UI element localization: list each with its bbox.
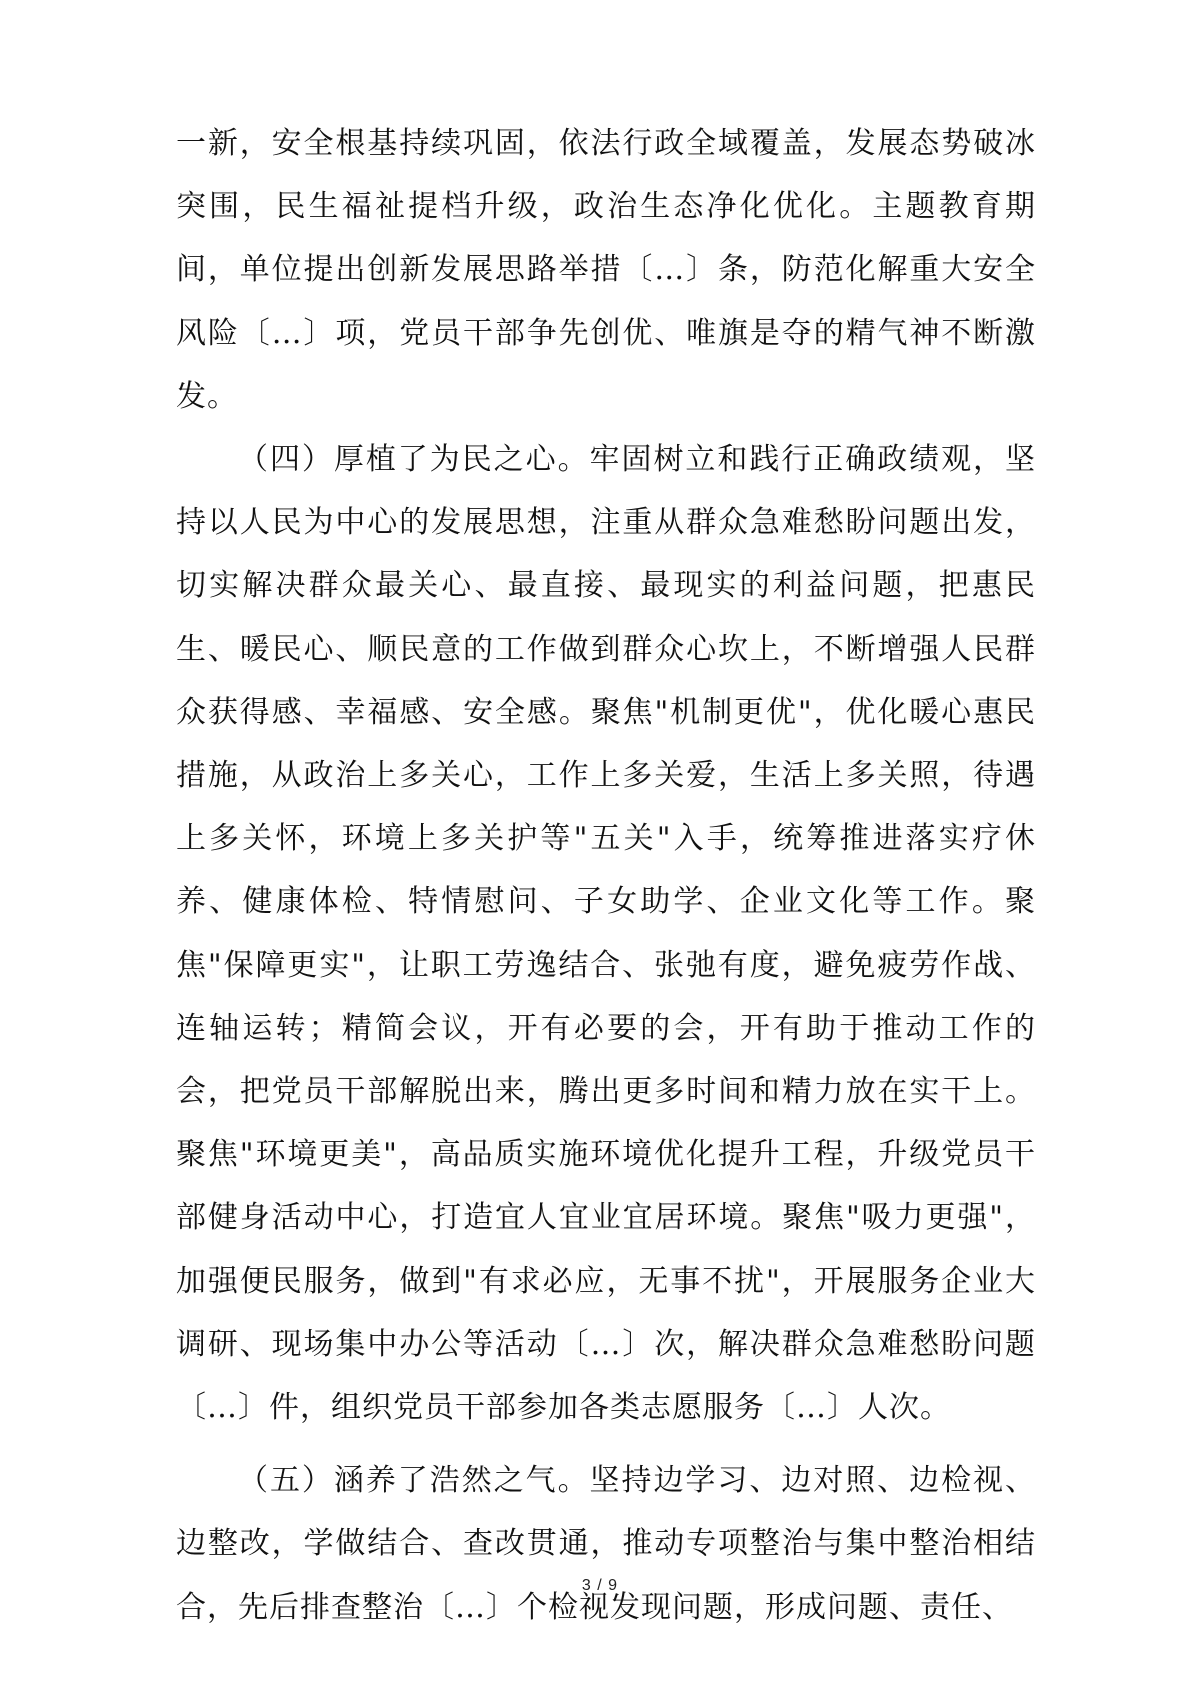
document-body — [176, 112, 1036, 1639]
page-number: 3 / 9 — [581, 1577, 619, 1594]
paragraph-continued: 一新，安全根基持续巩固，依法行政全域覆盖，发展态势破冰突围，民生福祉提档升级，政治生态净化优化。主题教育期间，单位提出创新发展思路举措〔…〕条，防范化解重大安全风险〔…〕项，党员干部争先创优、唯旗是夺的精气神不断激发。 — [176, 126, 1036, 414]
paragraph-section-5: （五）涵养了浩然之气。坚持边学习、边对照、边检视、边整改，学做结合、查改贯通，推动专项整治与集中整治相结合，先后排查整治〔…〕个检视发现问题，形成问题、责任、 — [176, 1463, 1036, 1625]
paragraph-section-4: （四）厚植了为民之心。牢固树立和践行正确政绩观，坚持以人民为中心的发展思想，注重从群众急难愁盼问题出发，切实解决群众最关心、最直接、最现实的利益问题，把惠民生、暖民心、顺民意的工作做到群众心坎上，不断增强人民群众获得感、幸福感、安全感。聚焦"机制更优"，优化暖心惠民措施，从政治上多关心，工作上多关爱，生活上多关照，待遇上多关怀，环境上多关护等"五关"入手，统筹推进落实疗休养、健康体检、特情慰问、子女助学、企业文化等工作。聚焦"保障更实"，让职工劳逸结合、张弛有度，避免疲劳作战、连轴运转；精简会议，开有必要的会，开有助于推动工作的会，把党员干部解脱出来，腾出更多时间和精力放在实干上。聚焦"环境更美"，高品质实施环境优化提升工程，升级党员干部健身活动中心，打造宜人宜业宜居环境。聚焦"吸力更强"，加强便民服务，做到"有求必应，无事不扰"，开展服务企业大调研、现场集中办公等活动〔…〕次，解决群众急难愁盼问题〔…〕件，组织党员干部参加各类志愿服务〔…〕人次。 — [176, 442, 1036, 1426]
